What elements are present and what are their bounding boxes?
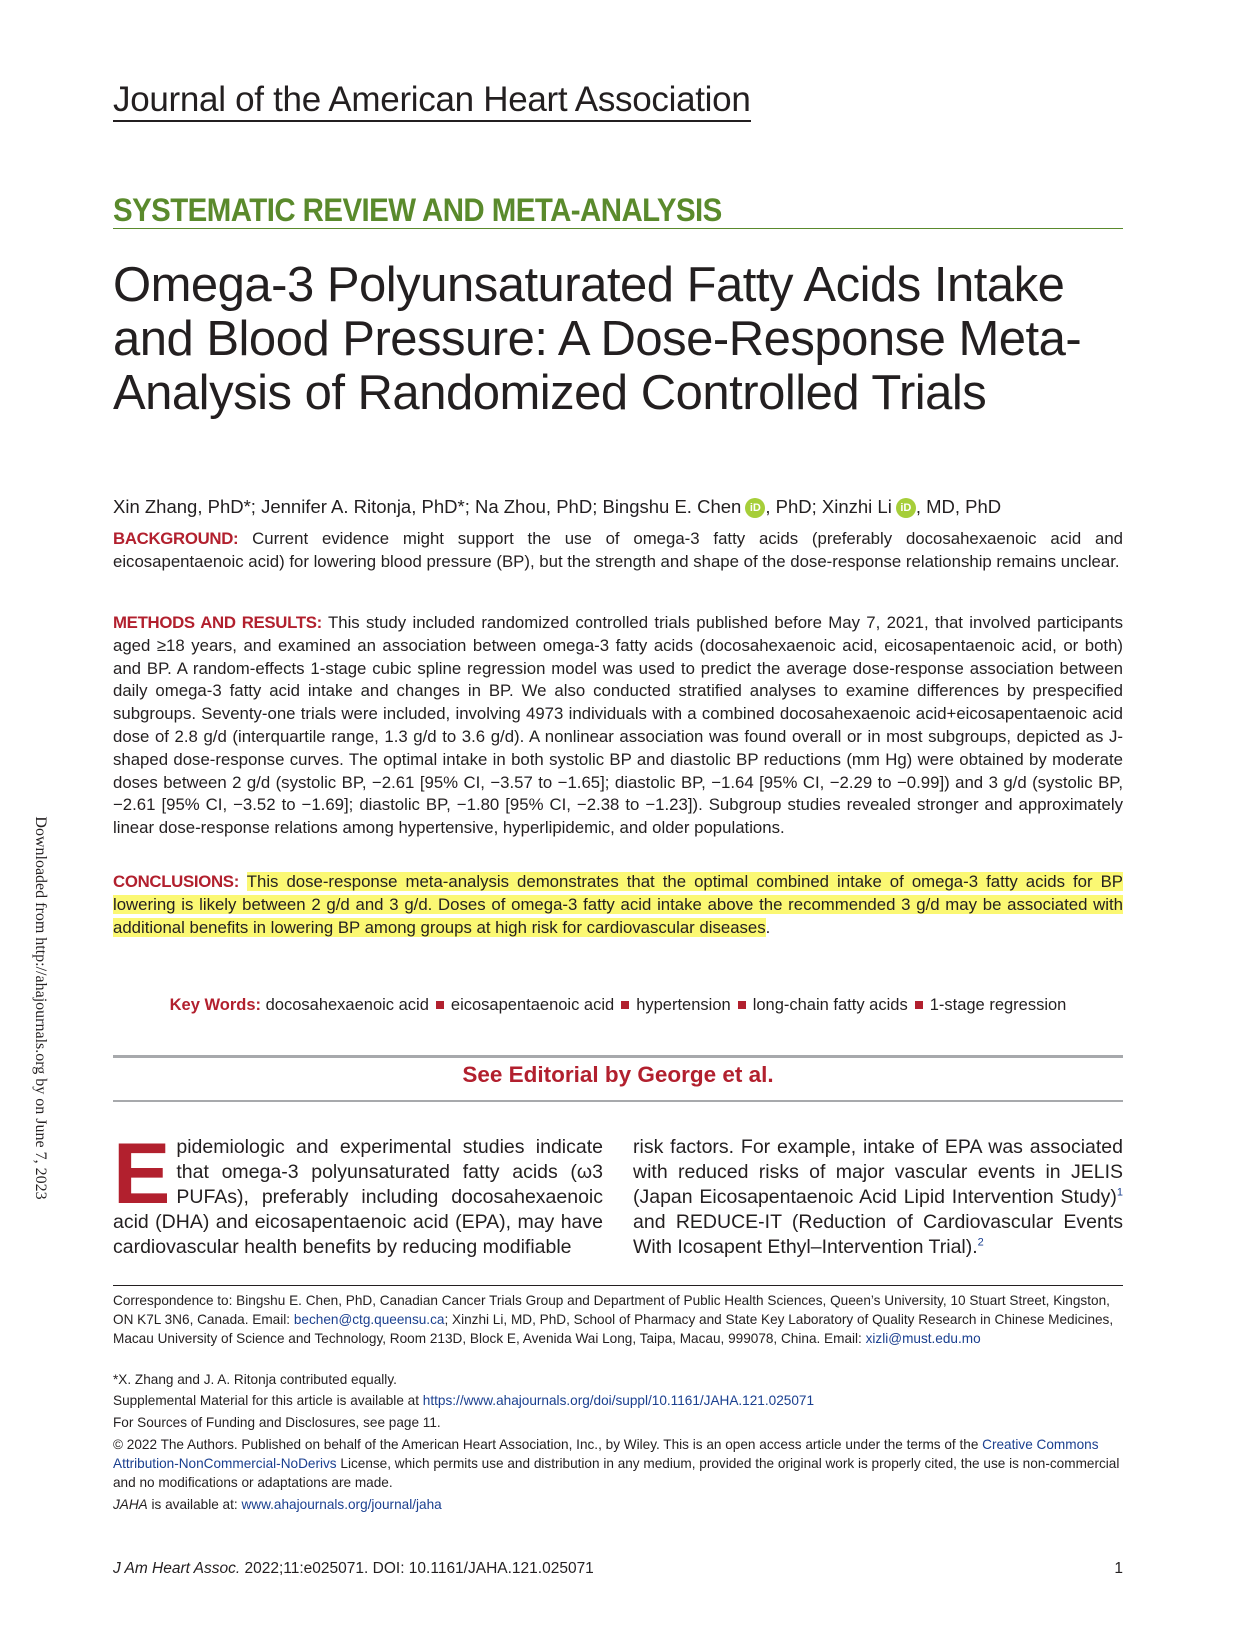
jaha-text: is available at: [147, 1497, 242, 1512]
copyright-text-1: © 2022 The Authors. Published on behalf of the American Heart Association, Inc., by Wiley. This is an open access article under the terms of the [113, 1437, 983, 1452]
abstract-conclusions [113, 871, 1123, 939]
editorial-rule-bottom [113, 1100, 1123, 1102]
citation-journal: J Am Heart Assoc. [113, 1560, 241, 1577]
supplemental-note [113, 1391, 1123, 1410]
email-link[interactable]: xizli@must.edu.mo [865, 1331, 981, 1346]
reference-link[interactable]: 1 [1116, 1186, 1123, 1199]
correspondence [113, 1291, 1123, 1348]
abstract-methods [113, 612, 1123, 840]
orcid-icon[interactable]: iD [745, 498, 765, 518]
conclusions-end: . [765, 917, 771, 937]
keyword: docosahexaenoic acid [265, 996, 429, 1014]
supplemental-text: Supplemental Material for this article is available at [113, 1393, 423, 1408]
funding-note: For Sources of Funding and Disclosures, see page 11. [113, 1415, 441, 1430]
keyword: long-chain fatty acids [752, 996, 908, 1014]
article-title: Omega-3 Polyunsaturated Fatty Acids Intake and Blood Pressure: A Dose-Response Meta-Analysis of Randomized Controlled Trials [113, 258, 1082, 420]
background-label: BACKGROUND: [113, 529, 239, 548]
journal-name: Journal of the American Heart Association [113, 80, 751, 122]
editorial-link[interactable]: See Editorial by George et al. [462, 1062, 774, 1087]
supplemental-link[interactable]: https://www.ahajournals.org/doi/suppl/10.1161/JAHA.121.025071 [422, 1393, 815, 1408]
editorial-rule-top [113, 1055, 1123, 1058]
copyright-text-2: License, which permits use and distribution in any medium, provided the original work is properly cited, the use is non-commercial and no modifications or adaptations are made. [113, 1456, 1120, 1490]
correspondence-text-2: ; Xinzhi Li, MD, PhD, School of Pharmacy and State Key Laboratory of Quality Research in Chinese Medicines, Macau University of Science and Technology, Room 213D, Block E, Avenida Wai Long, Taipa, Macau, 999078, China. Email: [113, 1312, 1114, 1346]
keyword: 1-stage regression [929, 996, 1067, 1014]
journal-availability-note [113, 1495, 1123, 1514]
jaha-abbrev: JAHA [113, 1497, 148, 1512]
body-right-text-2: and REDUCE-IT (Reduction of Cardiovascular Events With Icosapent Ethyl–Intervention Trial). [633, 1211, 1123, 1258]
journal-link[interactable]: www.ahajournals.org/journal/jaha [241, 1497, 442, 1512]
bullet-square-icon [738, 1001, 746, 1009]
bullet-square-icon [915, 1001, 923, 1009]
keyword: hypertension [636, 996, 731, 1014]
equal-contribution-note: *X. Zhang and J. A. Ritonja contributed equally. [113, 1372, 397, 1387]
authors-part-3: , MD, PhD [915, 496, 1002, 517]
bullet-square-icon [621, 1001, 629, 1009]
background-text: Current evidence might support the use of omega-3 fatty acids (preferably docosahexaenoic acid and eicosapentaenoic acid) for lowering blood pressure (BP), but the strength and shape of the dose-response relationship remains unclear. [113, 529, 1123, 571]
body-left-text: pidemiologic and experimental studies indicate that omega-3 polyunsaturated fatty acids (ω3 PUFAs), preferably including docosahexaenoic acid (DHA) and eicosapentaenoic acid (EPA), may have cardiovascular health benefits by reducing modifiable [113, 1136, 603, 1258]
body-column-left [113, 1126, 603, 1260]
abstract-background [113, 528, 1123, 574]
conclusions-label: CONCLUSIONS: [113, 872, 239, 891]
keywords-label: Key Words: [169, 996, 262, 1014]
section-heading: SYSTEMATIC REVIEW AND META-ANALYSIS [113, 192, 722, 228]
page-number: 1 [1114, 1560, 1123, 1577]
body-column-right [633, 1135, 1123, 1260]
author-list [113, 494, 1143, 520]
drop-cap: E [113, 1126, 171, 1222]
authors-part-1: Xin Zhang, PhD*; Jennifer A. Ritonja, PhD*; Na Zhou, PhD; Bingshu E. Chen [113, 496, 742, 517]
download-watermark: Downloaded from http://ahajournals.org by on June 7, 2023 [32, 816, 49, 1200]
citation-text: 2022;11:e025071. DOI: 10.1161/JAHA.121.025071 [240, 1560, 594, 1577]
keyword: eicosapentaenoic acid [450, 996, 615, 1014]
authors-part-2: , PhD; Xinzhi Li [765, 496, 892, 517]
reference-link[interactable]: 2 [977, 1236, 984, 1249]
correspondence-text-1: Correspondence to: Bingshu E. Chen, PhD, Canadian Cancer Trials Group and Department of Public Health Sciences, Queen’s University, 10 Stuart Street, Kingston, ON K7L 3N6, Canada. Email: [113, 1293, 1110, 1327]
keywords [113, 996, 1123, 1015]
footnote-rule [113, 1285, 1123, 1286]
methods-label: METHODS AND RESULTS: [113, 613, 322, 632]
copyright-note [113, 1435, 1123, 1492]
methods-text: This study included randomized controlled trials published before May 7, 2021, that involved participants aged ≥18 years, and examined an association between omega-3 fatty acids (docosahexaenoic acid, eicosapentaenoic acid, or both) and BP. A random-effects 1-stage cubic spline regression model was used to predict the average dose-response association between daily omega-3 fatty acid intake and changes in BP. We also conducted stratified analyses to examine differences by prespecified subgroups. Seventy-one trials were included, involving 4973 individuals with a combined docosahexaenoic acid+eicosapentaenoic acid dose of 2.8 g/d (interquartile range, 1.3 g/d to 3.6 g/d). A nonlinear association was found overall or in most subgroups, depicted as J-shaped dose-response curves. The optimal intake in both systolic BP and diastolic BP reductions (mm Hg) were obtained by moderate doses between 2 g/d (systolic BP, −2.61 [95% CI, −3.57 to −1.65]; diastolic BP, −1.64 [95% CI, −2.29 to −0.99]) and 3 g/d (systolic BP, −2.61 [95% CI, −3.52 to −1.69]; diastolic BP, −1.80 [95% CI, −2.38 to −1.23]). Subgroup studies revealed stronger and approximately linear dose-response relations among hypertensive, hyperlipidemic, and older populations. [113, 613, 1124, 838]
bullet-square-icon [436, 1001, 444, 1009]
email-link[interactable]: bechen@ctg.queensu.ca [293, 1312, 445, 1327]
orcid-icon[interactable]: iD [896, 498, 916, 518]
page-footer [113, 1560, 1123, 1578]
body-right-text-1: risk factors. For example, intake of EPA was associated with reduced risks of major vascular events in JELIS (Japan Eicosapentaenoic Acid Lipid Intervention Study) [633, 1136, 1123, 1208]
conclusions-highlighted-text: This dose-response meta-analysis demonstrates that the optimal combined intake of omega-3 fatty acids for BP lowering is likely between 2 g/d and 3 g/d. Doses of omega-3 fatty acid intake above the recommended 3 g/d may be associated with additional benefits in lowering BP among groups at high risk for cardiovascular diseases [113, 872, 1124, 937]
license-link[interactable]: Creative Commons Attribution-NonCommercial-NoDerivs [113, 1437, 1099, 1471]
